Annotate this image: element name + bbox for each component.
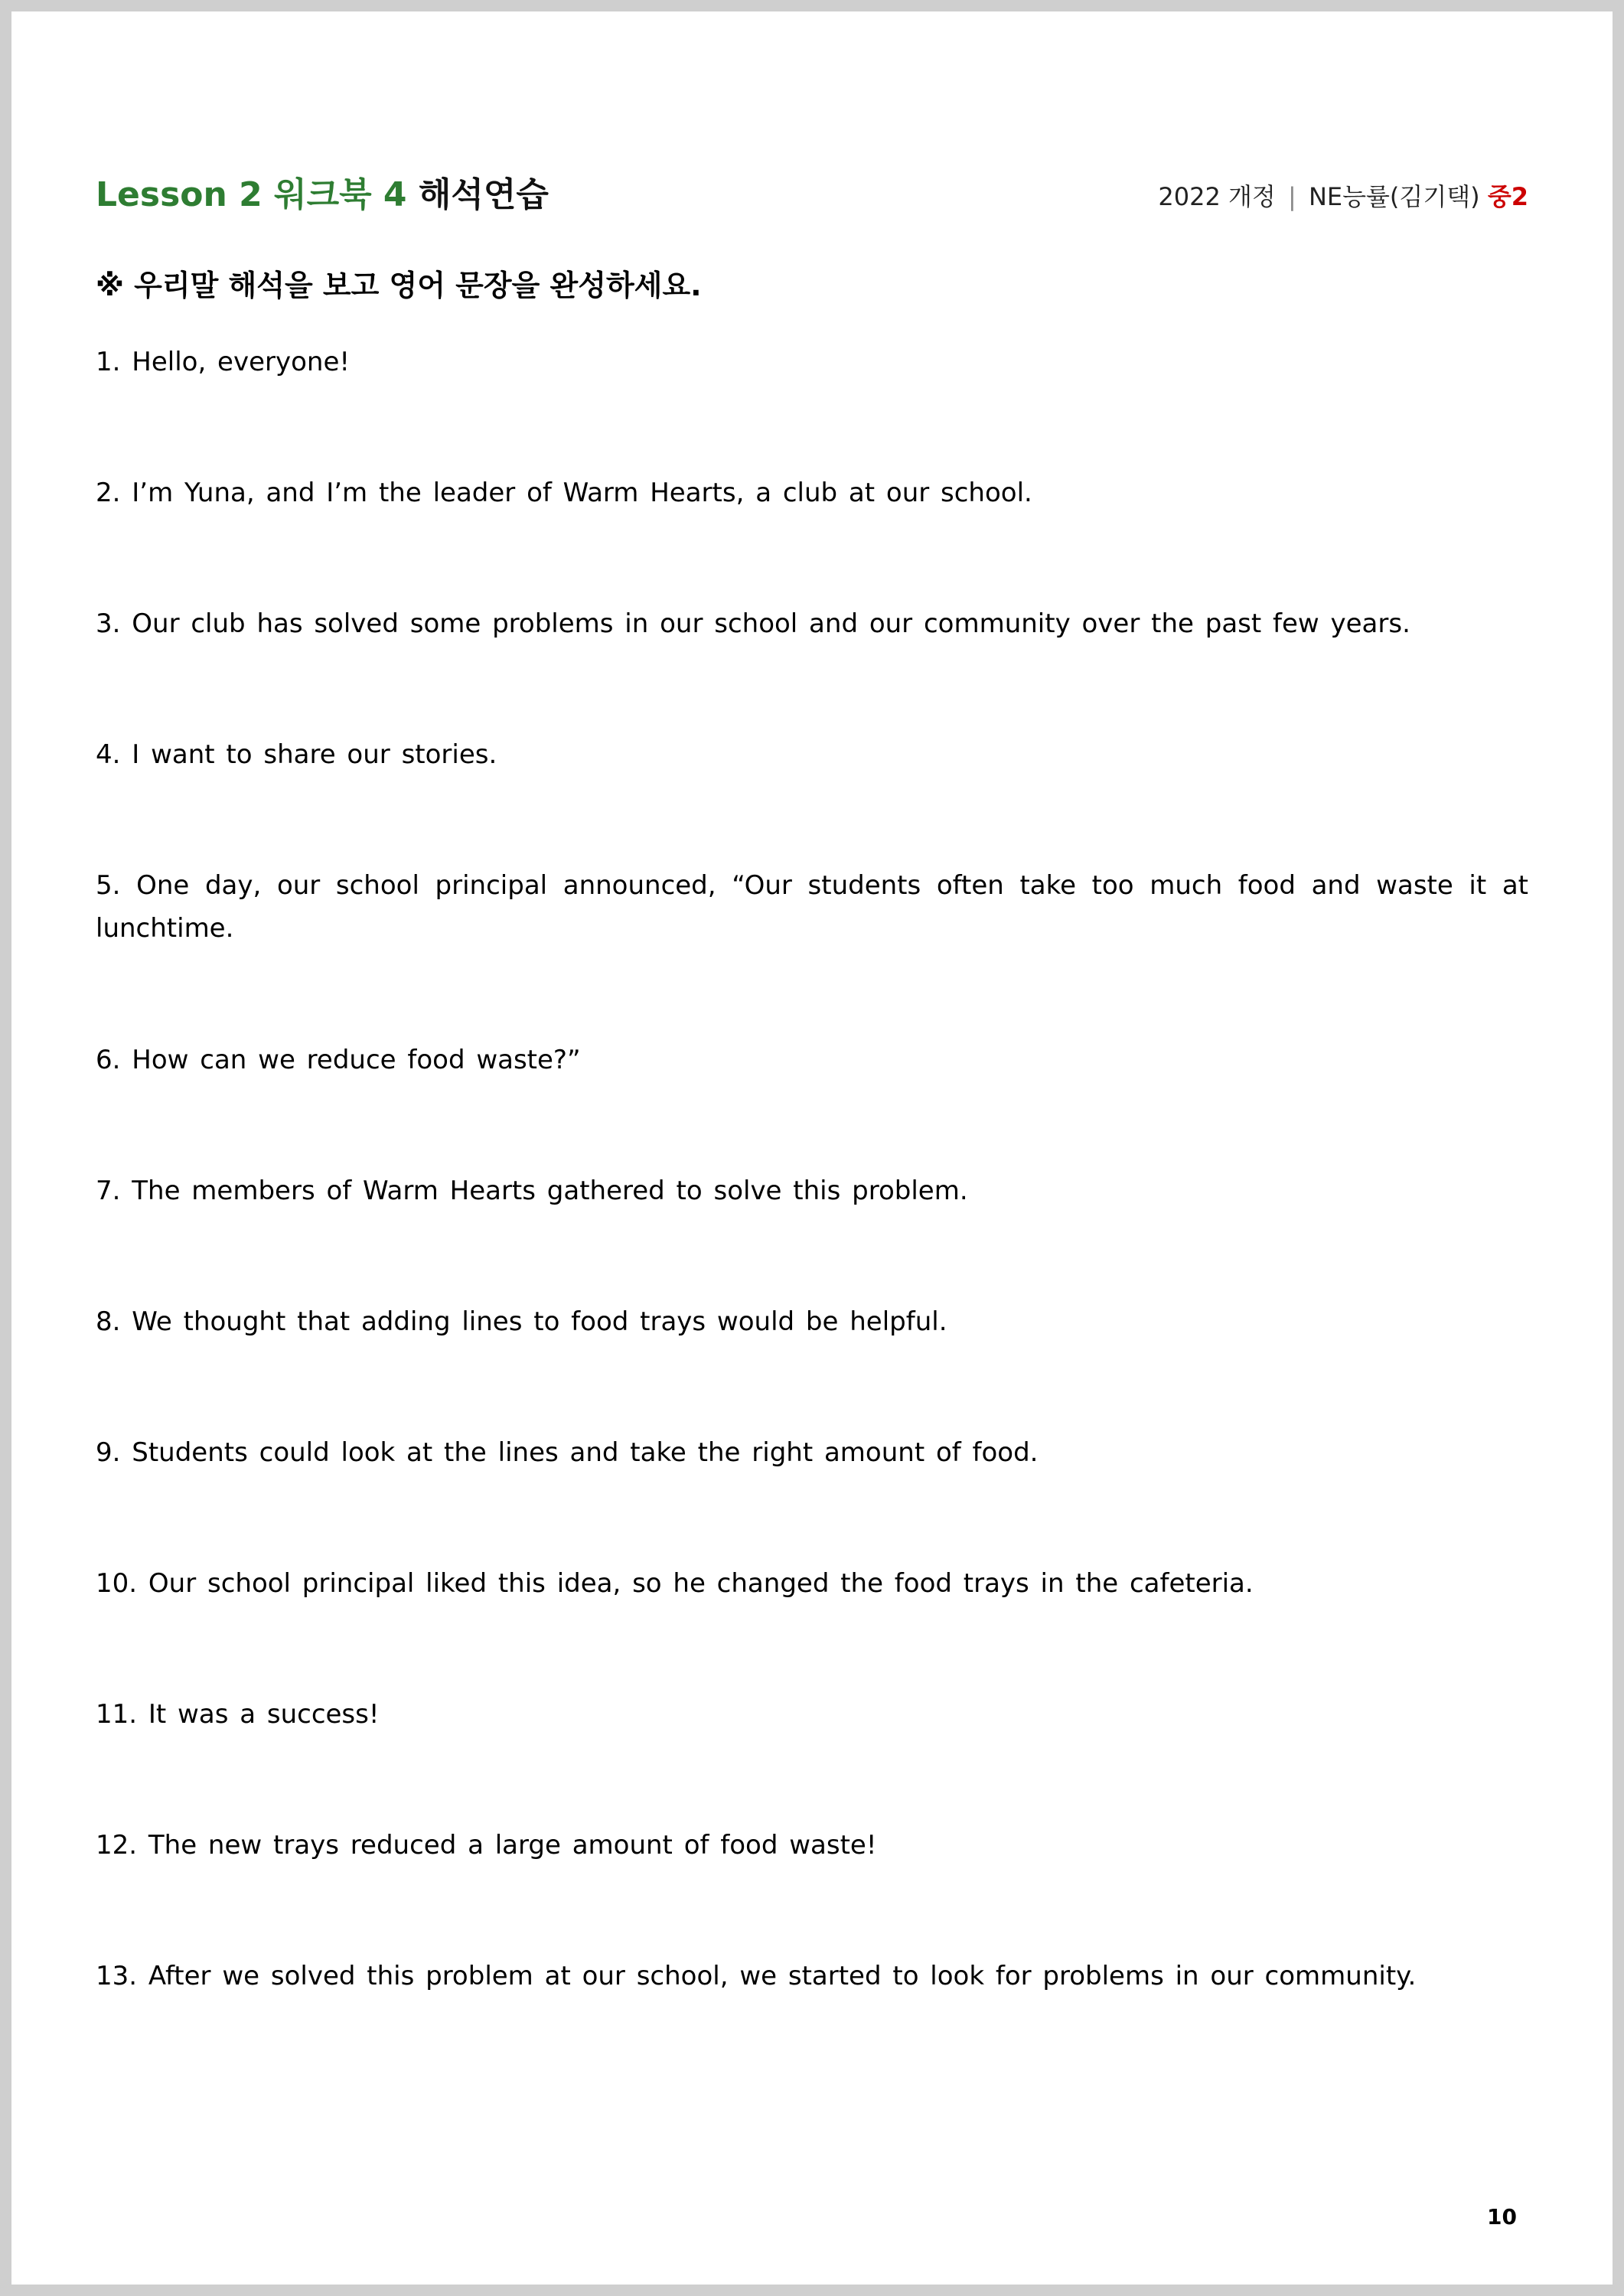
sentence-text: How can we reduce food waste?” <box>132 1045 581 1075</box>
sentence-text: Our club has solved some problems in our school and our community over the past few years. <box>132 608 1410 639</box>
sentence-item <box>96 1039 1528 1081</box>
section-label: 해석연습 <box>418 175 549 214</box>
sentence-text: One day, our school principal announced, “Our students often take too much food and waste it at lunchtime. <box>96 870 1528 944</box>
instruction-text: ※ 우리말 해석을 보고 영어 문장을 완성하세요. <box>96 269 702 302</box>
sentence-text: Hello, everyone! <box>132 347 351 377</box>
sentence-text: I’m Yuna, and I’m the leader of Warm Hearts, a club at our school. <box>132 478 1032 508</box>
sentence-number: 2. <box>96 478 121 508</box>
sentence-text: Students could look at the lines and take the right amount of food. <box>132 1437 1039 1468</box>
sentence-number: 5. <box>96 870 121 901</box>
sentence-text: I want to share our stories. <box>132 739 497 770</box>
sentence-item <box>96 1169 1528 1212</box>
sentence-item <box>96 864 1528 950</box>
sentence-number: 9. <box>96 1437 121 1468</box>
sentence-number: 11. <box>96 1699 138 1730</box>
workbook-label: 워크북 4 <box>274 175 407 214</box>
sentence-item <box>96 471 1528 514</box>
sentence-item <box>96 1431 1528 1474</box>
sentence-number: 1. <box>96 347 121 377</box>
sentence-number: 13. <box>96 1961 138 1991</box>
sentence-number: 3. <box>96 608 121 639</box>
edition-info <box>1158 178 1528 216</box>
worksheet-page <box>11 11 1613 2285</box>
sentence-number: 10. <box>96 1568 138 1599</box>
sentence-number: 6. <box>96 1045 121 1075</box>
sentence-number: 12. <box>96 1830 138 1861</box>
sentence-item <box>96 1562 1528 1605</box>
meta-separator: | <box>1288 182 1296 211</box>
sentence-item <box>96 1955 1528 1998</box>
grade-label: 중2 <box>1487 182 1528 211</box>
sentence-item <box>96 602 1528 645</box>
page-header <box>96 168 1528 222</box>
sentence-text: The new trays reduced a large amount of food waste! <box>148 1830 877 1861</box>
sentence-item <box>96 1693 1528 1736</box>
sentence-item <box>96 1300 1528 1343</box>
sentence-number: 7. <box>96 1176 121 1206</box>
page-number: 10 <box>1487 2204 1517 2229</box>
publisher: NE능률(김기택) <box>1308 182 1480 211</box>
sentence-item <box>96 341 1528 383</box>
lesson-title <box>96 168 549 222</box>
sentence-item <box>96 1824 1528 1867</box>
sentence-text: Our school principal liked this idea, so he changed the food trays in the cafeteria. <box>148 1568 1254 1599</box>
lesson-label: Lesson 2 <box>96 175 263 214</box>
sentence-number: 8. <box>96 1306 121 1337</box>
sentence-item <box>96 733 1528 776</box>
sentence-number: 4. <box>96 739 121 770</box>
sentence-text: The members of Warm Hearts gathered to solve this problem. <box>132 1176 968 1206</box>
year-edition: 2022 개정 <box>1158 182 1276 211</box>
sentence-text: It was a success! <box>148 1699 380 1730</box>
sentence-text: After we solved this problem at our school, we started to look for problems in our community. <box>148 1961 1417 1991</box>
sentence-text: We thought that adding lines to food trays would be helpful. <box>132 1306 947 1337</box>
